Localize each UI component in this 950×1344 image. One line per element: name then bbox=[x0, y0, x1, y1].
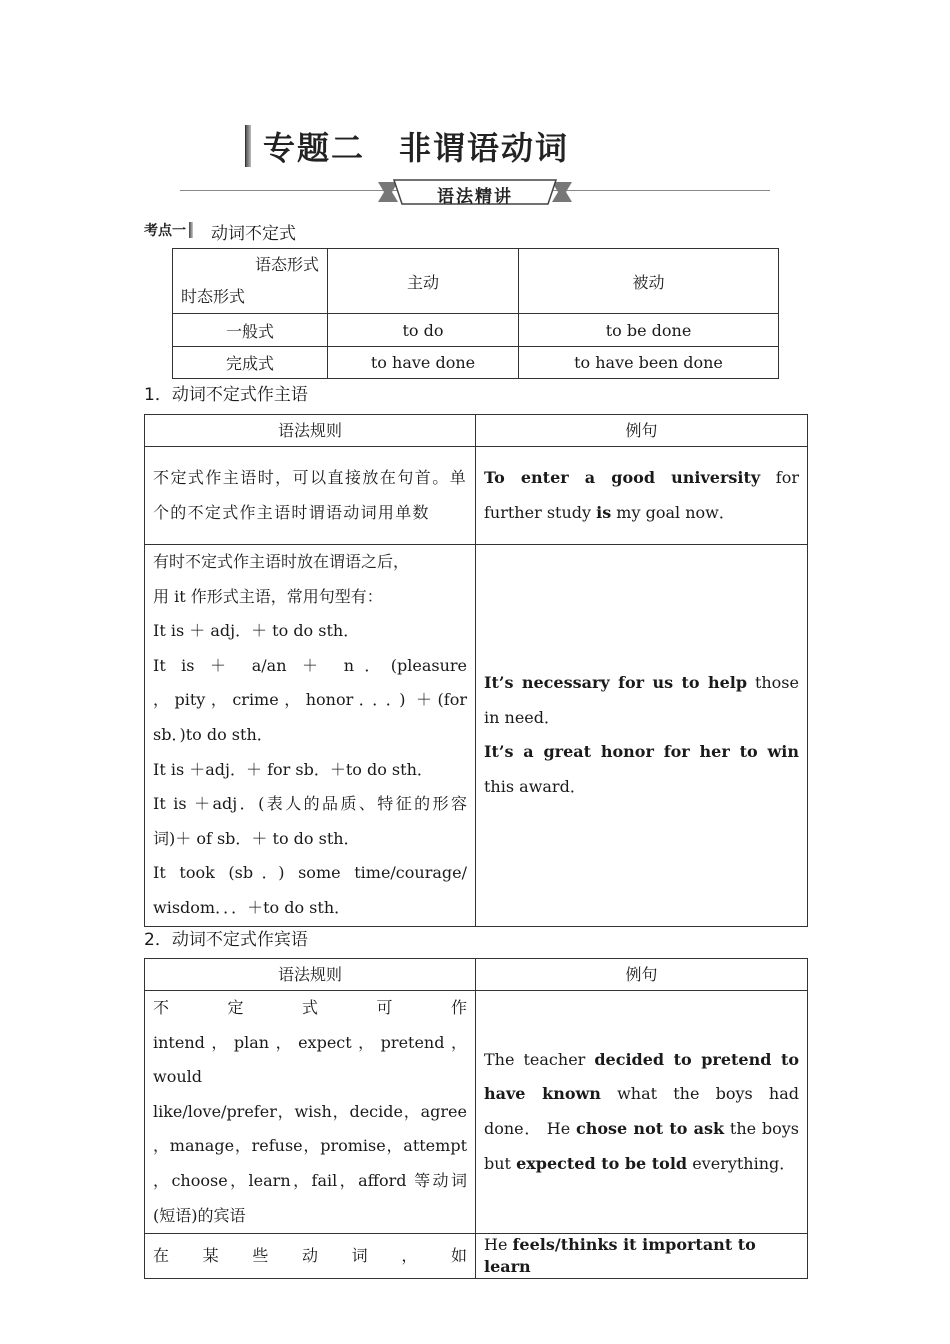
rule-line: 词)＋ of sb．＋ to do sth． bbox=[153, 828, 360, 848]
example-cell bbox=[476, 991, 808, 1234]
example-bold: chose not to ask bbox=[575, 1119, 725, 1139]
example-bold: is bbox=[596, 502, 612, 522]
example-text: my goal now． bbox=[611, 502, 735, 522]
section1-title: 1．动词不定式作主语 bbox=[144, 385, 308, 405]
header-active: 主动 bbox=[328, 249, 519, 314]
example-bold: To enter a good university bbox=[484, 467, 761, 487]
rule-line: (短语)的宾语 bbox=[153, 1205, 246, 1225]
example-bold: expected to be told bbox=[516, 1153, 688, 1173]
example-text: everything． bbox=[687, 1153, 796, 1173]
rule-line: ，manage，refuse，promise，attempt bbox=[153, 1136, 467, 1156]
rule-line: It took (sb．) some time/courage/ bbox=[153, 863, 467, 883]
example-text: He bbox=[484, 1235, 513, 1255]
example-text: the boys but bbox=[484, 1119, 800, 1173]
corner-top-label: 语态形式 bbox=[254, 255, 319, 274]
topic-heading bbox=[144, 215, 296, 244]
example-cell bbox=[476, 447, 808, 545]
cell-passive: to be done bbox=[519, 314, 779, 347]
rule-line: sb．)to do sth． bbox=[153, 724, 273, 744]
cell-active: to have done bbox=[328, 347, 519, 379]
rule-cell bbox=[145, 991, 476, 1234]
example-sentence bbox=[484, 666, 799, 735]
rule-line: 有时不定式作主语时放在谓语之后， bbox=[153, 552, 410, 571]
corner-bottom-label: 时态形式 bbox=[181, 287, 246, 306]
rule-line: 在 某 些 动 词 ， 如 bbox=[153, 1246, 467, 1266]
example-cell bbox=[476, 545, 808, 927]
section2-title: 2．动词不定式作宾语 bbox=[144, 930, 308, 950]
section1-table bbox=[144, 414, 808, 927]
example-cell bbox=[476, 1234, 808, 1279]
example-text: what the boys had done． He bbox=[484, 1084, 800, 1139]
rule-line: ，pity，crime，honor．．．) ＋(for bbox=[153, 690, 467, 710]
rule-cell bbox=[145, 545, 476, 927]
header-rule: 语法规则 bbox=[145, 415, 476, 447]
example-bold: feels/thinks it important to learn bbox=[484, 1235, 756, 1277]
header-example: 例句 bbox=[476, 959, 808, 991]
page-title-block bbox=[245, 122, 569, 170]
example-sentence bbox=[484, 735, 799, 804]
rule-line: It is ＋ a/an ＋ n．(pleasure bbox=[153, 655, 467, 675]
header-rule: 语法规则 bbox=[145, 959, 476, 991]
rule-line: 用 it 作形式主语，常用句型有： bbox=[153, 586, 383, 606]
form-table bbox=[172, 248, 779, 379]
cell-active: to do bbox=[328, 314, 519, 347]
rule-line: like/love/prefer，wish，decide，agree bbox=[153, 1101, 467, 1121]
example-text: for further study bbox=[484, 467, 799, 522]
rule-cell bbox=[145, 1234, 476, 1279]
topic-label: 考点一 bbox=[144, 222, 186, 239]
section2-table bbox=[144, 958, 808, 1279]
rule-line: intend，plan，expect，pretend，would bbox=[153, 1032, 467, 1087]
rule-line: It is ＋adj．(表人的品质、特征的形容 bbox=[153, 794, 467, 814]
example-bold: decided to pretend to have known bbox=[484, 1049, 800, 1104]
example-text: this award． bbox=[484, 776, 586, 796]
form-table-corner bbox=[173, 249, 328, 314]
page-title: 专题二 非谓语动词 bbox=[263, 129, 570, 167]
rule-line: ，choose，learn，fail，afford 等动词 bbox=[153, 1170, 467, 1190]
row-label: 一般式 bbox=[173, 314, 328, 347]
topic-text: 动词不定式 bbox=[211, 224, 296, 244]
header-passive: 被动 bbox=[519, 249, 779, 314]
example-text: those in need． bbox=[484, 673, 799, 727]
rule-line: 不 定 式 可 作 bbox=[153, 998, 467, 1017]
title-accent-bar bbox=[245, 125, 251, 167]
rule-line: It is ＋adj．＋ for sb．＋to do sth． bbox=[153, 759, 433, 779]
header-example: 例句 bbox=[476, 415, 808, 447]
example-bold: It’s a great honor for her to win bbox=[484, 742, 799, 762]
example-text: The teacher bbox=[484, 1049, 595, 1069]
banner-label: 语法精讲 bbox=[437, 187, 513, 207]
cell-passive: to have been done bbox=[519, 347, 779, 379]
section-banner bbox=[378, 178, 572, 206]
rule-line: wisdom．．．＋to do sth． bbox=[153, 897, 351, 917]
rule-cell: 不定式作主语时，可以直接放在句首。单个的不定式作主语时谓语动词用单数 bbox=[145, 447, 476, 545]
topic-mark-icon bbox=[189, 222, 193, 238]
example-bold: It’s necessary for us to help bbox=[484, 673, 748, 693]
row-label: 完成式 bbox=[173, 347, 328, 379]
rule-line: It is ＋ adj．＋ to do sth． bbox=[153, 621, 360, 641]
